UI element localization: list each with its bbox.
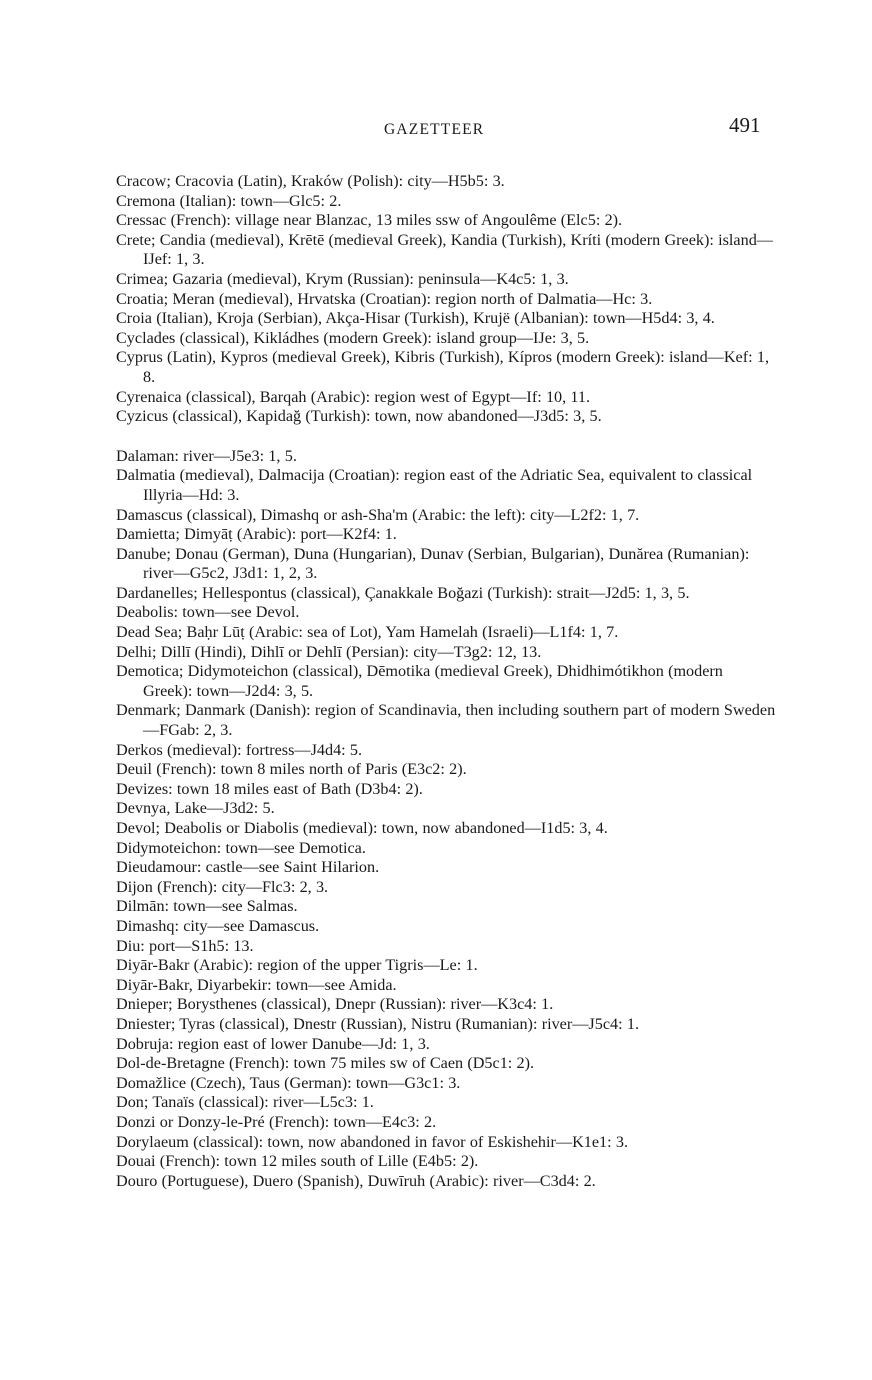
gazetteer-entry: Diyār-Bakr, Diyarbekir: town—see Amida. bbox=[116, 975, 397, 994]
gazetteer-entry: Damietta; Dimyāṭ (Arabic): port—K2f4: 1. bbox=[116, 525, 397, 544]
running-title: GAZETTEER bbox=[384, 121, 485, 138]
gazetteer-section bbox=[116, 447, 776, 1192]
gazetteer-entry: Dnieper; Borysthenes (classical), Dnepr (Russian): river—K3c4: 1. bbox=[116, 995, 554, 1014]
gazetteer-entry: Deuil (French): town 8 miles north of Paris (E3c2: 2). bbox=[116, 760, 467, 779]
gazetteer-entry: Dardanelles; Hellespontus (classical), Çanakkale Boğazi (Turkish): strait—J2d5: 1, 3, 5. bbox=[116, 583, 690, 602]
gazetteer-entry: Cyrenaica (classical), Barqah (Arabic): region west of Egypt—If: 10, 11. bbox=[116, 387, 591, 406]
gazetteer-entry: Cracow; Cracovia (Latin), Kraków (Polish): city—H5b5: 3. bbox=[116, 172, 505, 190]
running-head bbox=[0, 113, 872, 143]
gazetteer-entry: Derkos (medieval): fortress—J4d4: 5. bbox=[116, 740, 363, 759]
gazetteer-entry: Dol-de-Bretagne (French): town 75 miles sw of Caen (D5c1: 2). bbox=[116, 1054, 535, 1073]
gazetteer-entry: Dalmatia (medieval), Dalmacija (Croatian): region east of the Adriatic Sea, equivalent to classical Illyria—Hd: 3. bbox=[116, 466, 753, 504]
gazetteer-entry: Devol; Deabolis or Diabolis (medieval): town, now abandoned—I1d5: 3, 4. bbox=[116, 819, 608, 837]
gazetteer-entry: Devizes: town 18 miles east of Bath (D3b4: 2). bbox=[116, 779, 423, 798]
gazetteer-entry: Donzi or Donzy-le-Pré (French): town—E4c3: 2. bbox=[116, 1112, 437, 1131]
gazetteer-entry: Denmark; Danmark (Danish): region of Scandinavia, then including southern part of modern Sweden—FGab: 2, 3. bbox=[116, 701, 776, 740]
gazetteer-entry: Diu: port—S1h5: 13. bbox=[116, 936, 254, 955]
gazetteer-entry: Dobruja: region east of lower Danube—Jd: 1, 3. bbox=[116, 1034, 430, 1053]
gazetteer-entry: Dorylaeum (classical): town, now abandoned in favor of Eskishehir—K1e1: 3. bbox=[116, 1132, 629, 1151]
gazetteer-entry: Cyclades (classical), Kikládhes (modern Greek): island group—IJe: 3, 5. bbox=[116, 328, 590, 347]
gazetteer-entry: Dead Sea; Baḥr Lūṭ (Arabic: sea of Lot), Yam Hamelah (Israeli)—L1f4: 1, 7. bbox=[116, 623, 619, 642]
gazetteer-entry: Diyār-Bakr (Arabic): region of the upper Tigris—Le: 1. bbox=[116, 956, 478, 975]
gazetteer-entry: Devnya, Lake—J3d2: 5. bbox=[116, 799, 275, 818]
gazetteer-entry: Dalaman: river—J5e3: 1, 5. bbox=[116, 446, 297, 465]
gazetteer-entry: Dieudamour: castle—see Saint Hilarion. bbox=[116, 858, 380, 877]
gazetteer-entry: Cyzicus (classical), Kapidağ (Turkish): town, now abandoned—J3d5: 3, 5. bbox=[116, 407, 602, 426]
gazetteer-entry: Demotica; Didymoteichon (classical), Dēmotika (medieval Greek), Dhidhimótikhon (modern Greek): town—J2d4: 3, 5. bbox=[116, 662, 723, 700]
gazetteer-entry: Cressac (French): village near Blanzac, 13 miles ssw of Angoulême (Elc5: 2). bbox=[116, 211, 623, 230]
gazetteer-entry: Douro (Portuguese), Duero (Spanish), Duwīruh (Arabic): river—C3d4: 2. bbox=[116, 1171, 596, 1190]
gazetteer-entry: Croatia; Meran (medieval), Hrvatska (Croatian): region north of Dalmatia—Hc: 3. bbox=[116, 289, 653, 308]
gazetteer-entry: Dimashq: city—see Damascus. bbox=[116, 916, 320, 935]
gazetteer-entry: Didymoteichon: town—see Demotica. bbox=[116, 838, 366, 857]
gazetteer-entry: Dijon (French): city—Flc3: 2, 3. bbox=[116, 877, 329, 896]
gazetteer-entry: Damascus (classical), Dimashq or ash-Sha'm (Arabic: the left): city—L2f2: 1, 7. bbox=[116, 505, 640, 524]
gazetteer-entry: Cyprus (Latin), Kypros (medieval Greek), Kibris (Turkish), Kípros (modern Greek): island—Kef: 1, 8. bbox=[116, 348, 770, 386]
gazetteer-entry: Douai (French): town 12 miles south of Lille (E4b5: 2). bbox=[116, 1152, 479, 1171]
gazetteer-entry: Deabolis: town—see Devol. bbox=[116, 603, 300, 622]
gazetteer-entry: Don; Tanaïs (classical): river—L5c3: 1. bbox=[116, 1093, 374, 1112]
gazetteer-entry: Crimea; Gazaria (medieval), Krym (Russian): peninsula—K4c5: 1, 3. bbox=[116, 269, 569, 288]
gazetteer-entry: Danube; Donau (German), Duna (Hungarian), Dunav (Serbian, Bulgarian), Dunărea (Rumanian): river—G5c2, J3d1: 1, 2, 3. bbox=[116, 544, 750, 583]
gazetteer-entry: Croia (Italian), Kroja (Serbian), Akça-Hisar (Turkish), Krujë (Albanian): town—H5d4: 3, 4. bbox=[116, 309, 715, 328]
gazetteer-entry: Crete; Candia (medieval), Krētē (medieval Greek), Kandia (Turkish), Kríti (modern Greek): island—IJef: 1, 3. bbox=[116, 230, 773, 269]
gazetteer-entry: Delhi; Dillī (Hindi), Dihlī or Dehlī (Persian): city—T3g2: 12, 13. bbox=[116, 642, 542, 661]
gazetteer-section bbox=[116, 172, 776, 427]
gazetteer-entry: Dilmān: town—see Salmas. bbox=[116, 897, 298, 916]
gazetteer-entries bbox=[116, 172, 776, 1191]
page-number: 491 bbox=[729, 113, 761, 137]
gazetteer-entry: Dniester; Tyras (classical), Dnestr (Russian), Nistru (Rumanian): river—J5c4: 1. bbox=[116, 1014, 639, 1033]
gazetteer-entry: Domažlice (Czech), Taus (German): town—G3c1: 3. bbox=[116, 1073, 461, 1092]
gazetteer-entry: Cremona (Italian): town—Glc5: 2. bbox=[116, 191, 342, 210]
